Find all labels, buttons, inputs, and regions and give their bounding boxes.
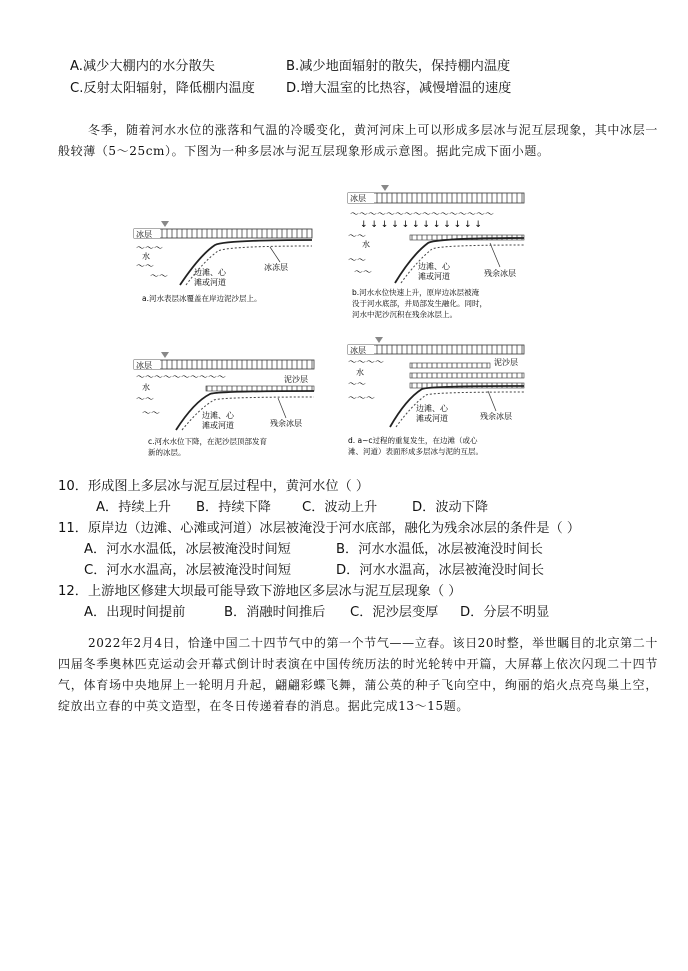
frozen-label: 冰冻层 — [264, 263, 288, 272]
caption-a: a.河水表层冰覆盖在岸边泥沙层上。 — [142, 294, 262, 303]
svg-text:滩、河道）表面形成多层冰与泥的互层。: 滩、河道）表面形成多层冰与泥的互层。 — [348, 447, 483, 456]
intro-paragraph-2: 2022年2月4日，恰逢中国二十四节气中的第一个节气——立春。该日20时整，举世瞩目的北京第二十四届冬季奥林匹克运动会开幕式倒计时表演在中国传统历法的时光轮转中开篇，大屏幕上依次闪现二十四节气，体育场中央地屏上一轮明月升起，翩翩彩蝶飞舞，蒲公英的种子飞向空中，绚丽的焰火点亮鸟巢上空，绽放出立春的中英文造型，在冬日传递着春的消息。据此完成13～15题。 — [58, 636, 658, 713]
svg-text:冰层: 冰层 — [136, 361, 152, 370]
option-a-prev: A.减少大棚内的水分散失 — [70, 59, 215, 74]
svg-text:边滩、心: 边滩、心 — [202, 411, 234, 420]
svg-text:～～: ～～ — [150, 272, 169, 282]
svg-text:冰层: 冰层 — [350, 194, 366, 203]
question-12-option-d[interactable]: D．分层不明显 — [460, 605, 550, 620]
svg-text:d. a~c过程的重复发生，在边滩（或心: d. a~c过程的重复发生，在边滩（或心 — [348, 436, 478, 445]
question-11-option-b[interactable]: B．河水水温低，冰层被淹没时间长 — [336, 542, 543, 557]
svg-text:边滩、心: 边滩、心 — [416, 404, 448, 413]
diagram-b — [340, 183, 530, 325]
svg-text:～～: ～～ — [348, 232, 367, 242]
question-11-option-a[interactable]: A．河水水温低，冰层被淹没时间短 — [84, 542, 291, 557]
svg-text:没于河水底部，并局部发生融化。同时，: 没于河水底部，并局部发生融化。同时， — [352, 299, 487, 308]
intro-paragraph-1: 冬季，随着河水水位的涨落和气温的冷暖变化，黄河河床上可以形成多层冰与泥互层现象，其中冰层一般较薄（5～25cm）。下图为一种多层冰与泥互层现象形成示意图。据此完成下面小题。 — [58, 123, 658, 158]
ice-layer — [134, 229, 312, 238]
ice-label: 冰层 — [136, 230, 152, 239]
svg-text:边滩、心: 边滩、心 — [418, 262, 450, 271]
option-c-prev: C.反射太阳辐射，降低棚内温度 — [70, 81, 255, 96]
question-12-stem: 12．上游地区修建大坝最可能导致下游地区多层冰与泥互层现象（ ） — [58, 584, 462, 599]
svg-text:～～: ～～ — [142, 409, 161, 419]
svg-text:～～～: ～～～ — [348, 394, 376, 404]
bank-label-2: 滩或河道 — [194, 278, 226, 287]
svg-text:滩或河道: 滩或河道 — [418, 272, 450, 281]
question-10-option-b[interactable]: B．持续下降 — [196, 500, 271, 515]
svg-text:～～: ～～ — [354, 268, 373, 278]
water-level-marker — [161, 221, 169, 227]
svg-text:泥沙层: 泥沙层 — [494, 358, 518, 367]
svg-text:～～～: ～～～ — [136, 244, 164, 254]
svg-text:滩或河道: 滩或河道 — [202, 421, 234, 430]
question-11-option-d[interactable]: D．河水水温高，冰层被淹没时间长 — [336, 563, 544, 578]
svg-text:泥沙层: 泥沙层 — [284, 375, 308, 384]
option-b-prev: B.减少地面辐射的散失，保持棚内温度 — [286, 59, 511, 74]
svg-text:c.河水水位下降，在泥沙层顶部发育: c.河水水位下降，在泥沙层顶部发育 — [148, 437, 268, 446]
svg-text:～～～～～～～～～～: ～～～～～～～～～～ — [136, 373, 227, 383]
svg-text:新的冰层。: 新的冰层。 — [148, 448, 186, 457]
svg-text:滩或河道: 滩或河道 — [416, 414, 448, 423]
bank-label-1: 边滩、心 — [194, 268, 226, 277]
question-12-option-a[interactable]: A．出现时间提前 — [84, 605, 186, 620]
svg-text:～～: ～～ — [348, 256, 367, 266]
option-d-prev: D.增大温室的比热容，减慢增温的速度 — [286, 81, 512, 96]
svg-text:～～: ～～ — [348, 380, 367, 390]
svg-text:～～: ～～ — [136, 395, 155, 405]
svg-text:河水中泥沙沉积在残余冰层上。: 河水中泥沙沉积在残余冰层上。 — [352, 310, 457, 319]
question-10-option-c[interactable]: C．波动上升 — [302, 500, 378, 515]
svg-text:残余冰层: 残余冰层 — [270, 419, 302, 428]
question-10-stem: 10．形成图上多层冰与泥互层过程中，黄河水位（ ） — [58, 479, 370, 494]
diagram-a — [130, 215, 315, 305]
svg-text:残余冰层: 残余冰层 — [480, 412, 512, 421]
svg-text:～～～～～～～～～～～～～～～～: ～～～～～～～～～～～～～～～～ — [350, 210, 495, 220]
diagram-c — [130, 350, 320, 460]
svg-text:水: 水 — [356, 368, 364, 377]
question-11-stem: 11．原岸边（边滩、心滩或河道）冰层被淹没于河水底部，融化为残余冰层的条件是（ ） — [58, 521, 581, 536]
diagram-d — [340, 335, 530, 457]
svg-text:水: 水 — [142, 383, 150, 392]
svg-text:～～: ～～ — [136, 262, 155, 272]
svg-text:～～～～: ～～～～ — [348, 358, 385, 368]
question-10-option-a[interactable]: A．持续上升 — [96, 500, 171, 515]
question-12-option-b[interactable]: B．消融时间推后 — [224, 605, 326, 620]
question-11-option-c[interactable]: C．河水水温高，冰层被淹没时间短 — [84, 563, 292, 578]
svg-text:残余冰层: 残余冰层 — [484, 269, 516, 278]
svg-text:水: 水 — [362, 240, 370, 249]
svg-text:冰层: 冰层 — [350, 346, 366, 355]
svg-text:↓ ↓ ↓ ↓ ↓ ↓ ↓ ↓ ↓ ↓ ↓ ↓: ↓ ↓ ↓ ↓ ↓ ↓ ↓ ↓ ↓ ↓ ↓ ↓ — [360, 220, 482, 230]
svg-text:b.河水水位快速上升，原岸边冰层被淹: b.河水水位快速上升，原岸边冰层被淹 — [352, 288, 480, 297]
question-12-option-c[interactable]: C．泥沙层变厚 — [350, 605, 439, 620]
question-10-option-d[interactable]: D．波动下降 — [412, 500, 489, 515]
water-label: 水 — [142, 252, 150, 261]
